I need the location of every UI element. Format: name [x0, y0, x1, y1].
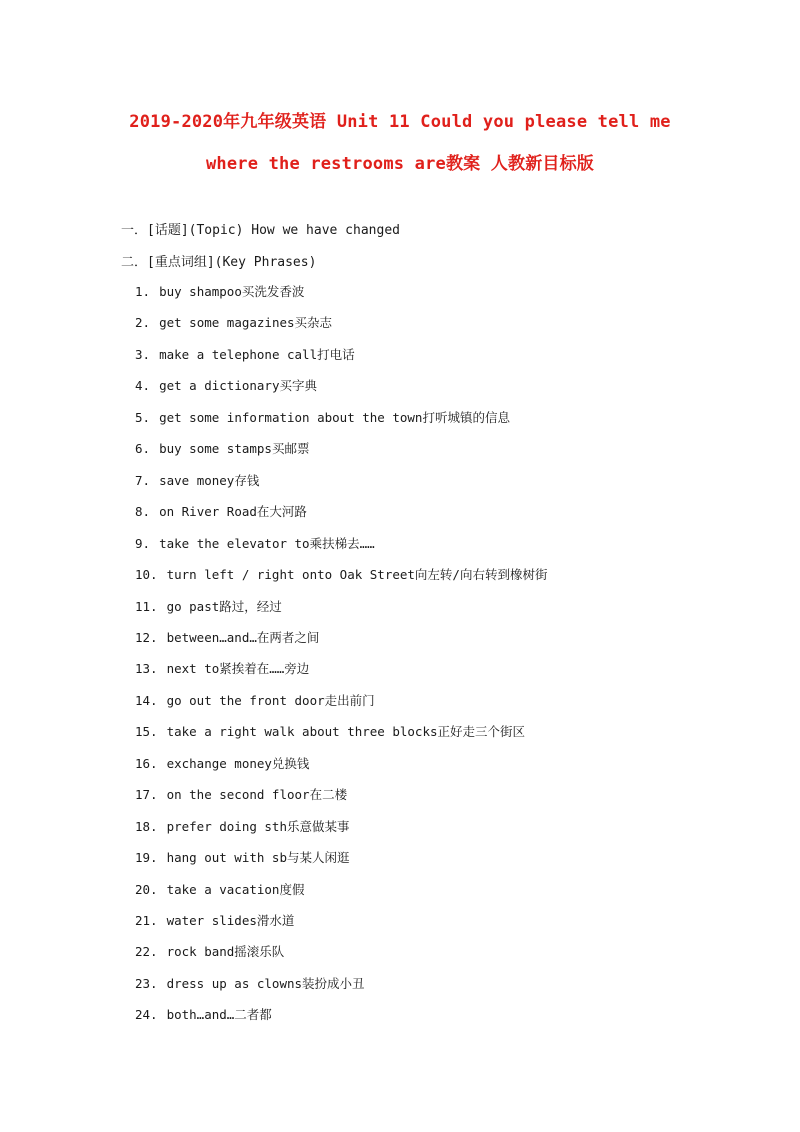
list-item-number: 7. — [135, 472, 151, 488]
list-item — [135, 942, 284, 962]
list-item-number: 8. — [135, 504, 151, 520]
list-item-number: 15. — [135, 724, 158, 740]
list-item-number: 3. — [135, 346, 151, 362]
list-item-text: take a right walk about three blocks正好走三个街区 — [166, 724, 526, 740]
list-item — [135, 848, 350, 868]
list-item-text: hang out with sb与某人闲逛 — [166, 850, 350, 866]
list-item — [135, 1005, 272, 1025]
list-item — [135, 376, 317, 396]
list-item-text: rock band摇滚乐队 — [166, 944, 285, 960]
list-item-text: get a dictionary买字典 — [159, 378, 317, 394]
list-item-text: water slides滑水道 — [166, 913, 295, 928]
list-item-number: 14. — [135, 692, 158, 708]
list-item-number: 21. — [135, 913, 158, 928]
list-item — [135, 345, 355, 365]
list-item — [135, 880, 304, 900]
list-item — [135, 628, 319, 648]
list-item-number: 19. — [135, 850, 158, 866]
list-item — [135, 974, 365, 994]
list-item-number: 20. — [135, 881, 158, 897]
list-item-text: get some magazines买杂志 — [159, 315, 333, 331]
list-item-text: dress up as clowns装扮成小丑 — [166, 975, 365, 991]
list-item-number: 12. — [135, 629, 158, 645]
list-item — [135, 754, 309, 774]
list-item-text: between…and…在两者之间 — [166, 629, 320, 645]
list-item — [135, 408, 510, 428]
key-phrases-heading: 二．[重点词组](Key Phrases) — [121, 255, 317, 270]
list-item-number: 17. — [135, 787, 158, 803]
list-item-number: 24. — [135, 1007, 158, 1023]
document-title-line-1: 2019-2020年九年级英语 Unit 11 Could you please tell me — [129, 112, 671, 132]
list-item-number: 10. — [135, 567, 158, 583]
list-item — [135, 691, 375, 711]
list-item-text: take the elevator to乘扶梯去…… — [159, 535, 375, 551]
list-item-text: get some information about the town打听城镇的信息 — [159, 409, 510, 425]
list-item — [135, 659, 309, 679]
list-item-text: next to紧挨着在……旁边 — [166, 661, 310, 677]
list-item-number: 5. — [135, 409, 151, 425]
list-item — [135, 565, 547, 585]
list-item-text: buy some stamps买邮票 — [159, 441, 310, 457]
list-item — [135, 313, 332, 333]
list-item — [135, 597, 282, 617]
list-item-text: take a vacation度假 — [166, 881, 305, 897]
list-item-text: prefer doing sth乐意做某事 — [166, 818, 350, 834]
list-item-number: 16. — [135, 755, 158, 771]
list-item — [135, 471, 259, 491]
list-item — [135, 439, 309, 459]
list-item — [135, 785, 347, 805]
list-item-number: 23. — [135, 975, 158, 991]
list-item-text: exchange money兑换钱 — [166, 755, 310, 771]
document-title-line-2: where the restrooms are教案 人教新目标版 — [205, 154, 595, 174]
list-item-text: save money存钱 — [159, 472, 260, 488]
list-item-text: go out the front door走出前门 — [166, 692, 375, 708]
list-item-number: 2. — [135, 315, 151, 331]
list-item — [135, 534, 375, 554]
list-item-number: 13. — [135, 661, 158, 677]
list-item — [135, 282, 304, 302]
topic-heading: 一．[话题](Topic) How we have changed — [121, 223, 400, 238]
list-item-number: 18. — [135, 818, 158, 834]
list-item-number: 1. — [135, 284, 151, 299]
list-item-text: buy shampoo买洗发香波 — [159, 284, 305, 299]
list-item-text: on the second floor在二楼 — [166, 787, 348, 803]
list-item — [135, 817, 350, 837]
list-item-number: 9. — [135, 535, 151, 551]
list-item-text: on River Road在大河路 — [159, 504, 307, 520]
list-item-text: turn left / right onto Oak Street向左转/向右转到橡树街 — [166, 567, 548, 583]
list-item — [135, 722, 525, 742]
list-item-number: 6. — [135, 441, 151, 457]
list-item-text: make a telephone call打电话 — [159, 346, 355, 362]
list-item — [135, 911, 294, 931]
list-item-text: both…and…二者都 — [166, 1007, 272, 1023]
list-item-text: go past路过，经过 — [166, 598, 282, 614]
list-item-number: 4. — [135, 378, 151, 394]
list-item — [135, 502, 307, 522]
list-item-number: 22. — [135, 944, 158, 960]
list-item-number: 11. — [135, 598, 158, 614]
